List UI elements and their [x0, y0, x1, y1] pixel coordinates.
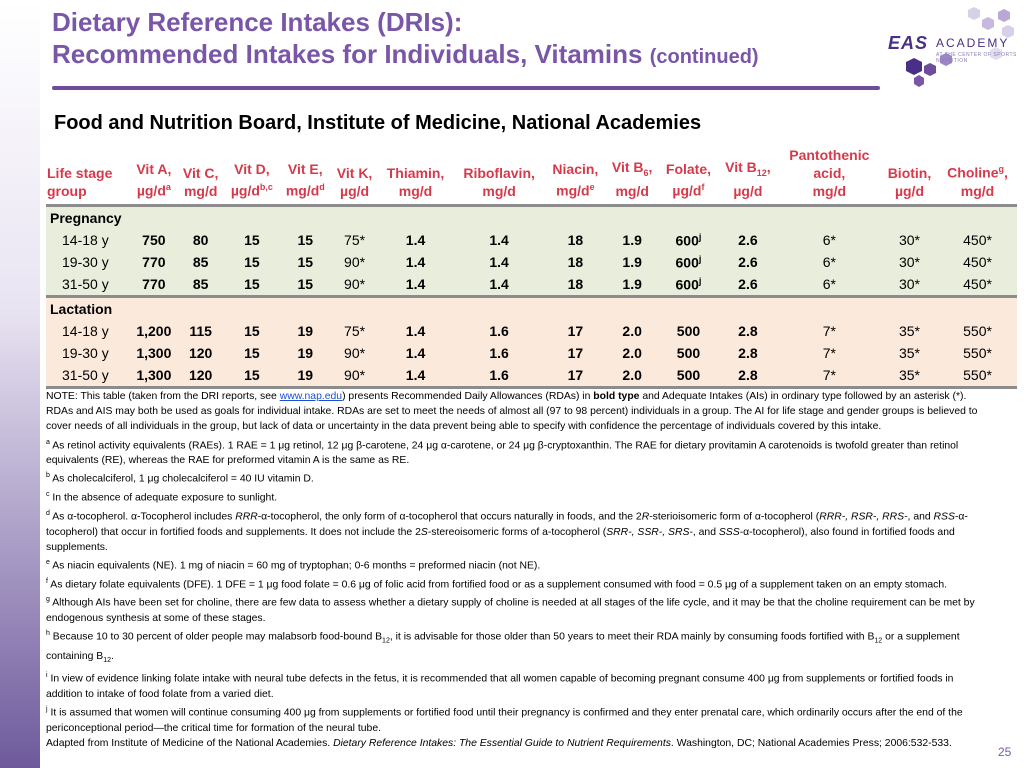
life-stage-cell: 14-18 y	[46, 320, 131, 342]
note-c: $^c$ In the absence of adequate exposure to sunlight.	[46, 491, 278, 504]
value-cell: 7*	[778, 364, 881, 388]
value-cell: 19	[280, 320, 331, 342]
value-cell: 1.4	[453, 251, 545, 273]
value-cell: 1.4	[453, 273, 545, 297]
value-cell: 2.8	[718, 364, 778, 388]
value-cell: 2.8	[718, 342, 778, 364]
value-cell: 35*	[881, 320, 938, 342]
dri-table	[46, 146, 1017, 389]
value-cell: 6*	[778, 251, 881, 273]
value-cell: 600$^j$	[659, 229, 718, 251]
table-row	[46, 364, 1017, 388]
value-cell: 19	[280, 364, 331, 388]
header-vit-d: Vit D, $\mu g/d^{b,c}$	[230, 161, 273, 199]
value-cell: 2.6	[718, 273, 778, 297]
left-gradient-bar	[0, 0, 40, 768]
value-cell: 120	[177, 364, 224, 388]
value-cell: 1.4	[378, 251, 453, 273]
header-pantothenic: Pantothenic acid, mg/d	[789, 147, 870, 199]
table-row	[46, 229, 1017, 251]
value-cell: 1,300	[131, 342, 178, 364]
group-row-pregnancy	[46, 206, 1017, 230]
value-cell: 1.4	[378, 342, 453, 364]
value-cell: 35*	[881, 364, 938, 388]
value-cell: 30*	[881, 251, 938, 273]
table-row	[46, 342, 1017, 364]
value-cell: 2.0	[605, 320, 658, 342]
value-cell: 500	[659, 320, 718, 342]
value-cell: 1.9	[605, 251, 658, 273]
page-number: 25	[998, 745, 1012, 759]
nap-link[interactable]: www.nap.edu	[279, 391, 343, 402]
group-row-lactation	[46, 297, 1017, 321]
life-stage-cell: 14-18 y	[46, 229, 131, 251]
table-row	[46, 251, 1017, 273]
value-cell: 450*	[938, 229, 1017, 251]
value-cell: 7*	[778, 320, 881, 342]
value-cell: 90*	[331, 342, 378, 364]
value-cell: 1.4	[378, 273, 453, 297]
header-vit-b12: Vit $B_{12}$, µg/d	[725, 159, 771, 199]
value-cell: 30*	[881, 273, 938, 297]
value-cell: 6*	[778, 229, 881, 251]
value-cell: 75*	[331, 320, 378, 342]
note-main: NOTE: This table (taken from the DRI reports, see www.nap.edu) presents Recommended Daily Allowances (RDAs) in bold type and Adequate Intakes (AIs) in ordinary type followed by an asterisk (*). RDAs and AIS may both be used as goals for individual intake. RDAs are set to meet the needs of almost all (97 to 98 percent) individuals in a group. The AI for life stage and gender groups is believed to cover needs of all individuals in the group, but lack of data or uncertainty in the data prevent being able to specify with confidence the percentage of individuals covered by this intake.	[46, 391, 978, 433]
value-cell: 90*	[331, 273, 378, 297]
value-cell: 7*	[778, 342, 881, 364]
value-cell: 120	[177, 342, 224, 364]
note-b: $^b$ As cholecalciferol, 1 μg cholecalciferol = 40 IU vitamin D.	[46, 472, 314, 485]
value-cell: 18	[545, 251, 605, 273]
table-row	[46, 320, 1017, 342]
value-cell: 2.6	[718, 229, 778, 251]
value-cell: 90*	[331, 364, 378, 388]
title-continued: (continued)	[649, 46, 759, 68]
note-f: $^f$ As dietary folate equivalents (DFE). 1 DFE = 1 μg food folate = 0.6 μg of folic acid from fortified food or as a supplement consumed with food = 0.5 μg of a supplement taken on an empty stomach.	[46, 577, 948, 591]
value-cell: 17	[545, 342, 605, 364]
value-cell: 85	[177, 273, 224, 297]
value-cell: 80	[177, 229, 224, 251]
header-biotin: Biotin, µg/d	[887, 165, 932, 199]
folate-footnote-marker: j	[698, 253, 702, 264]
life-stage-cell: 31-50 y	[46, 364, 131, 388]
header-choline: Choline$^g$, mg/d	[947, 164, 1008, 199]
life-stage-cell: 31-50 y	[46, 273, 131, 297]
value-cell: 90*	[331, 251, 378, 273]
logo-name: ACADEMY	[936, 36, 1010, 50]
slide-title	[52, 6, 852, 73]
value-cell: 550*	[938, 342, 1017, 364]
value-cell: 85	[177, 251, 224, 273]
note-h: $^h$ Because 10 to 30 percent of older people may malabsorb food-bound $B_{12}$, it is advisable for those older than 50 years to meet their RDA mainly by consuming foods fortified with $B_{12}$ or a supplement containing $B_{12}$.	[46, 630, 960, 664]
header-vit-c: Vit C, mg/d	[182, 165, 219, 199]
value-cell: 1,200	[131, 320, 178, 342]
logo-brand: EAS	[888, 33, 929, 53]
value-cell: 15	[224, 251, 279, 273]
value-cell: 15	[224, 229, 279, 251]
value-cell: 17	[545, 364, 605, 388]
note-d: $^d$ As α-tocopherol. α-Tocopherol includes RRR-α-tocopherol, the only form of α-tocopherol that occurs naturally in foods, and the 2R-sterioisomeric form of α-tocopherol (RRR-, RSR-, RRS-, and RSS-α-tocopherol) that occur in fortified foods and supplements. It does not include the 2S-stereoisomeric forms of a-tocopherol (SRR-, SSR-, SRS-, and SSS-α-tocopherol), also found in fortified foods and supplements.	[46, 509, 968, 553]
note-g: $^g$ Although AIs have been set for choline, there are few data to assess whether a dietary supply of choline is needed at all stages of the life cycle, and it may be that the choline requirement can be met by endogenous synthesis at some of these stages.	[46, 596, 975, 624]
value-cell: 75*	[331, 229, 378, 251]
value-cell: 15	[224, 342, 279, 364]
table-body	[46, 206, 1017, 388]
value-cell: 17	[545, 320, 605, 342]
group-label: Lactation	[46, 297, 1017, 321]
value-cell: 1.9	[605, 229, 658, 251]
table-header-row	[46, 146, 1017, 206]
value-cell: 500	[659, 342, 718, 364]
life-stage-cell: 19-30 y	[46, 342, 131, 364]
value-cell: 1.6	[453, 320, 545, 342]
value-cell: 15	[224, 364, 279, 388]
header-folate: Folate, $\mu g/d^f$	[665, 161, 712, 199]
group-label: Pregnancy	[46, 206, 1017, 230]
value-cell: 600$^j$	[659, 273, 718, 297]
value-cell: 115	[177, 320, 224, 342]
header-thiamin: Thiamin, mg/d	[386, 165, 445, 199]
header-riboflavin: Riboflavin, mg/d	[463, 165, 535, 199]
note-e: $^e$ As niacin equivalents (NE). 1 mg of niacin = 60 mg of tryptophan; 0-6 months = preformed niacin (not NE).	[46, 558, 541, 572]
value-cell: 18	[545, 229, 605, 251]
value-cell: 30*	[881, 229, 938, 251]
value-cell: 18	[545, 273, 605, 297]
header-vit-e: Vit E, $mg/d^d$	[285, 161, 325, 199]
title-line-2	[52, 38, 852, 73]
value-cell: 15	[224, 320, 279, 342]
table-row	[46, 273, 1017, 297]
value-cell: 6*	[778, 273, 881, 297]
value-cell: 2.6	[718, 251, 778, 273]
note-j: $^j$ It is assumed that women will continue consuming 400 μg from supplements or fortified food until their pregnancy is confirmed and they enter prenatal care, which ordinarily occurs after the end of the periconceptional period—the critical time for formation of the neural tube.	[46, 706, 963, 734]
value-cell: 1.6	[453, 342, 545, 364]
value-cell: 1.6	[453, 364, 545, 388]
value-cell: 500	[659, 364, 718, 388]
title-underline	[52, 86, 880, 90]
value-cell: 770	[131, 273, 178, 297]
folate-footnote-marker: j	[698, 275, 702, 286]
value-cell: 1,300	[131, 364, 178, 388]
value-cell: 1.9	[605, 273, 658, 297]
value-cell: 450*	[938, 273, 1017, 297]
life-stage-cell: 19-30 y	[46, 251, 131, 273]
value-cell: 1.4	[378, 320, 453, 342]
table-subtitle: Food and Nutrition Board, Institute of Medicine, National Academies	[54, 112, 702, 134]
logo-tagline: AT THE CENTER OF SPORTS NUTRITION	[936, 52, 1017, 64]
footnotes	[46, 389, 986, 751]
header-life-stage: Life stage group	[47, 165, 113, 199]
value-cell: 450*	[938, 251, 1017, 273]
header-vit-k: Vit K, µg/d	[336, 165, 373, 199]
value-cell: 15	[280, 251, 331, 273]
note-source: Adapted from Institute of Medicine of the National Academies. Dietary Reference Intakes: The Essential Guide to Nutrient Requirements. Washington, DC; National Academies Press; 2006:532-533.	[46, 737, 952, 749]
value-cell: 1.4	[378, 364, 453, 388]
value-cell: 2.8	[718, 320, 778, 342]
value-cell: 15	[280, 273, 331, 297]
note-i: $^i$ In view of evidence linking folate intake with neural tube defects in the fetus, it is recommended that all women capable of becoming pregnant consume 400 μg from supplements or fortified foods in addition to intake of food folate from a varied diet.	[46, 672, 954, 700]
value-cell: 750	[131, 229, 178, 251]
value-cell: 770	[131, 251, 178, 273]
title-line-1: Dietary Reference Intakes (DRIs):	[52, 7, 463, 37]
folate-footnote-marker: j	[698, 231, 702, 242]
value-cell: 550*	[938, 364, 1017, 388]
value-cell: 1.4	[378, 229, 453, 251]
value-cell: 550*	[938, 320, 1017, 342]
value-cell: 600$^j$	[659, 251, 718, 273]
value-cell: 19	[280, 342, 331, 364]
header-niacin: Niacin, $mg/d^e$	[552, 161, 599, 199]
value-cell: 35*	[881, 342, 938, 364]
header-vit-a: Vit A, $\mu g/d^a$	[136, 161, 172, 199]
header-vit-b6: Vit $B_6$, mg/d	[611, 159, 653, 199]
value-cell: 2.0	[605, 364, 658, 388]
value-cell: 15	[280, 229, 331, 251]
value-cell: 1.4	[453, 229, 545, 251]
note-a: $^a$ As retinol activity equivalents (RAEs). 1 RAE = 1 μg retinol, 12 μg β-carotene, 24 μg α-carotene, or 24 μg β-cryptoxanthin. The RAE for dietary provitamin A carotenoids is twofold greater than retinol equivalents (RE), whereas the RAE for preformed vitamin A is the same as RE.	[46, 438, 959, 467]
value-cell: 2.0	[605, 342, 658, 364]
value-cell: 15	[224, 273, 279, 297]
title-line-2-text: Recommended Intakes for Individuals, Vitamins	[52, 39, 643, 69]
